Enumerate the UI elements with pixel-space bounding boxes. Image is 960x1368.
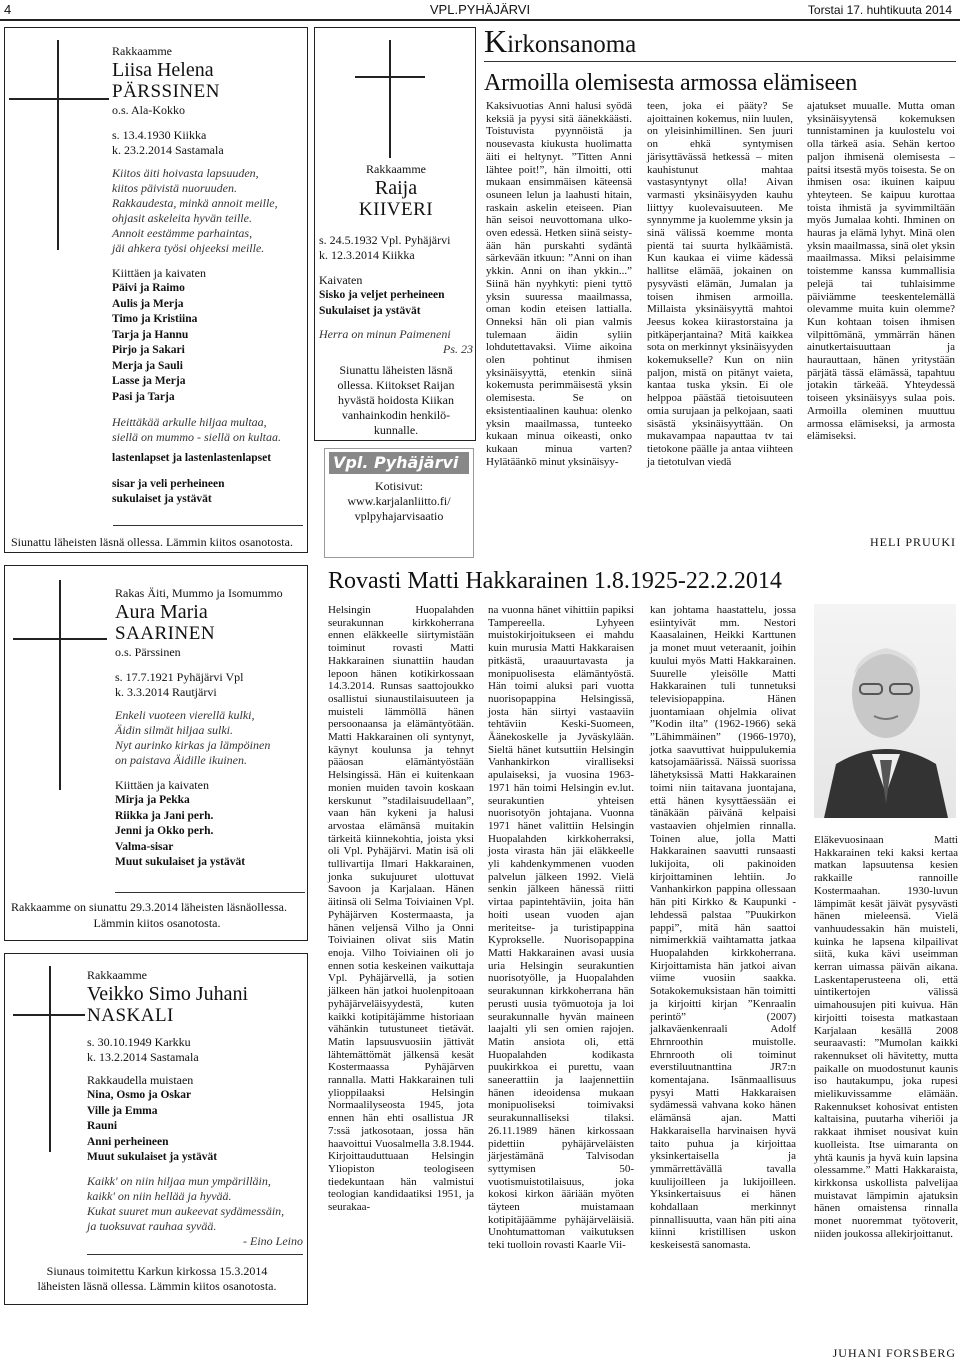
footer: Siunattu läheisten läsnä ollessa. Lämmin kiitos osanotosta. xyxy=(11,535,293,549)
intro: Rakkaamme xyxy=(112,44,172,58)
maiden-name: o.s. Ala-Kokko xyxy=(112,103,185,117)
text-column-1: Helsingin Huopalahden seurakunnan kirkkoherrana ennen eläkkeelle siirtymistään toiminut rovasti Matti Hakkarainen siunattiin haudan lepoon hänen kotikirkossaan 14.3.2014. Runsas saattojoukko osallistui siunaustilaisuuteen ja muisteli lämmöllä hänen persoonaansa ja elämäntyötään. Matti Hakkarainen oli syntynyt, käynyt koulunsa ja tehnyt pääosan elämäntyöstään Helsingissä. Hän ei kuitenkaan monien muiden tavoin koskaan kerskunut ”stadilaisuudellaan”, vaan hän kykeni ja halusi arvostaa elämänsä muitakin tärkeitä kiinnekohtia, joista yksi oli Vpl. Pyhäjärvi. Matin isä oli tullivartija Ilmari Hakkarainen, jonka sukujuuret ulottuvat Savoon ja Karjalaan. Hänen äitinsä oli Selma Toiviainen Vpl. Pyhäjärven Kostermaasta, ja hänen veljensä Vilho ja Onni Toiviainen olivat siis Matin enoja. Vilho Toiviainen oli jo ennen sotia keskeinen vaikuttaja Vpl. Pyhäjärvellä, ja sotien jälkeen hän jatkoi huolenpitoaan pyhäjärveläisyydestä, kuten kaikki kotipitäjämme historiaan vähänkin tutustuneet tietävät. Matin lapsuusvuosiin jättivät lähtemättömät jälkensä kesät Kostermaassa Pyhäjärven rannalla. Matti Hakkarainen tuli ylioppilaaksi Helsingin Normaalilyseosta 1945, jota ennen hän ehti osallistua JR 7:ssä jatkosotaan, jossa hän haavoittui Vuosalmella 3.8.1944. Kirjoittauduttuaan Helsingin Yliopiston teologiseen tiedekuntaan hän valmistui teologian kandidaatiksi 1951, ja seurakaa- xyxy=(328,604,474,1214)
verse-author: - Eino Leino xyxy=(243,1233,303,1248)
thanks-intro: Kaivaten xyxy=(319,273,363,287)
verse-ref: Ps. 23 xyxy=(443,342,473,356)
signature: HELI PRUUKI xyxy=(870,535,956,549)
text-column-2: na vuonna hänet vihittiin papiksi Tampereella. Lyhyeen muistokirjoitukseen ei mahdu kuin murusia Matti Hakkaraisen pitkästä, uraauurtavasta ja monipuolisesta elämäntyöstä. Hän toimi aluksi pari vuotta nuorisopappina Helsingissä, josta hän siirtyi vastaaviin tehtäviin Keski-Suomeen, Äänekoskelle ja Jyväskylään. Sieltä hänet kutsuttiin Helsingin Vanhankirkon viralliseksi apulaiseksi, ja vuosina 1963-1971 hän toimi Helsingin ev.lut. seurakuntien yhteisen nuorisotyön johtajana. Vuonna 1971 hänet valittiin Helsingin Huopalahden kirkkoherraksi, josta virasta hän jäi eläkkeelle yli kahdenkymmenen vuoden palvelun jälkeen 1992. Vielä senkin jälkeen hänessä riitti virtaa papintehtäviin, joita hän hoiti usean vuoden ajan meriteitse- ja turistipappina Kyprokselle. Nuorisopappina Matti Hakkarainen avasi uusia uria Helsingin seurakuntien nuorisotyölle, ja Huopalahden seurakunnan kirkkoherrana hän perusti uusia työmuotoja ja loi seurakunnalle hyvän maineen laajalti yli sen omien rajojen. Matin ansiota oli, että Huopalahden kodikasta puukirkkoa ei purettu, vaan saneerattiin ja laajennettiin hänen ideoidensa mukaan monipuoliseksi toimivaksi seurakunnalliseksi tilaksi. 26.11.1989 hänen kirkossaan pidettiin pyhäjärveläisten järjestämänä Talvisodan syttymisen 50-vuotismuistotilaisuus, joka kokosi kirkon ääriään myöten täyteen muistamaan kotipitäjäämme pyhäjärveläisiä. Unohtumattoman vaikutuksen teki tuolloin rovasti Kaarle Vii- xyxy=(488,604,634,1252)
church-column xyxy=(484,23,956,552)
issue-date: Torstai 17. huhtikuuta 2014 xyxy=(807,3,952,17)
birth-date: s. 24.5.1932 Vpl. Pyhäjärvi xyxy=(319,233,451,247)
death-date: k. 3.3.2014 Rautjärvi xyxy=(115,685,217,699)
thanks-intro: Kiittäen ja kaivaten xyxy=(112,266,206,280)
text-column-3: ajatukset muualle. Mutta oman yksinäisyytensä kokemuksen tunnistaminen ja kuulostelu voi olla tärkeä asia. Sehän kertoo paljon ihmisenä olemisesta – paitsi itsestä myös toisesta. Se on ihmisen osa: ikuinen kaipuu yhteyteen. Se kaipuu kurottaa toista ihmistä ja syvimmiltään myös Jumalaa kohti. Ihminen on hauras ja elämä lyhyt. Minä olen yksin maailmassa, sinä olet yksin maailmassa. Miksi pelaisimme toistemme kanssa kummallisia pelejä tai tuhlaisimme päiviämme teeskentelemällä olevamme muita kuin olemme? Kun kohtaan toisen ihmisen vilpittömänä, ymmärrän hänen ainutkertaisuuttaan ja haurauttaan, hänen yritystään pärjätä tässä elämässä, tapahtuu jotakin tärkeää. Yhteydessä toiseen yksinäisyys sulaa pois. Armoilla oleminen muuttuu armossa elämiseksi, ja armosta elämiseksi. xyxy=(807,100,955,443)
cross-icon xyxy=(13,580,107,790)
obituary-aura xyxy=(4,565,308,941)
memorial-hakkarainen xyxy=(328,566,958,1366)
footer-1: Rakkaamme on siunattu 29.3.2014 läheisten läsnäollessa. xyxy=(11,900,287,914)
photo-caption: Eläkevuosinaan Matti Hakkarainen teki kaksi kertaa matkan lapsuutensa kesien rakkaille rannoille Kostermaahan. 1930-luvun lämpimät kesät jäivät pysyvästi hänen mieleensä. Vielä vanhuudessakin hän muisteli, kuinka he lapsena kilpailivat siitä, kuka kävi useimman kerran uimassa päivän aikana. Laskentaperusteena oli, että uintikertojen välissä uimahousujen piti kuivua. Hän kirjoitti toisesta matkastaan Karjalaan kesällä 2008 seuraavasti: ”Mumolan kaikki rakennukset oli hävitetty, mutta paikalle on muodostunut kaunis iso hautakumpu, joka rupesi mielikuvissamme elämään. Rakennukset kohosivat entisten kaltaisina, puutarha viheriöi ja rakkaat ihmiset nousivat kuin kuolleista. Itse uimaranta on yhtä kaunis ja hyvä kuin lapsina olessamme.” Matti Hakkaraista, kirkkonsa uskollista palvelijaa muistavat lämpimin ajatuksin hänen omaistensa rinnalla monet nuoremmat työtoverit, niiden joukossa allekirjoittanut. xyxy=(814,834,958,1240)
homepage-label: Kotisivut: xyxy=(374,479,423,493)
verse: Enkeli vuoteen vierellä kulki, Äidin silmät hiljaa sulki. Nyt aurinko kirkas ja lämpöinen on paistava Äidille ikuinen. xyxy=(115,708,271,767)
section-title: Kirkonsanoma xyxy=(484,23,637,59)
first-name: Veikko Simo Juhani xyxy=(87,983,249,1005)
text-column-1: Kaksivuotias Anni halusi syödä keksiä ja pyysi sitä äänekkäästi. Toistuvista pyynnöistä ja nousevasta kiukusta huolimatta äiti ei heltynyt. ”Titten Anni lähtee poit!”, hän ilmoitti, otti mukaan ensimmäisen käteensä osuneen lelun ja laahusti hitain, raskain askelin eteiseen. Pian hän seisoi neuvottomana ulko-oven edessä. Hetken siinä seisty-ään hän purskahti sydäntä särkevään itkuun: ”Anni on ihan ykkin. Anni on ihan ykkin...” Siinä hän nyyhkyti: pieni tyttö yksin suuressa maailmassa, oman kodin eteisen lattialla. Onneksi hän oli pian valmis tulemaan äidin syliin lohdutettavaksi. Viime aikoina olen pohtinut ihmisen yksinäisyyttä, etenkin siinä kokemusta perimmäisestä yksin olemisesta. Se on eksistentiaalinen kauhua: olenko yksin maailmassa, tunteeko kukaan minua oikeasti, onko kukaan minua varten? Hylätäänkö minut yksinäisyy- xyxy=(486,100,632,468)
homepage-link[interactable]: www.karjalanliitto.fi/ vplpyhajarvisaatio xyxy=(347,494,451,523)
verse: Herra on minun Paimeneni xyxy=(319,327,451,341)
verse: Kaikk' on niin hiljaa mun ympärilläin, kaikk' on niin hellää ja hyvää. Kukat suuret mun aukeevat sydämessäin, ja tuoksuvat rauhaa syvää. xyxy=(87,1173,285,1233)
paper-name: VPL.PYHÄJÄRVI xyxy=(429,2,531,17)
birth-date: s. 13.4.1930 Kiikka xyxy=(112,128,207,142)
intro: Rakkaamme xyxy=(87,968,147,982)
footer: Siunattu läheisten läsnä ollessa. Kiitokset Raijan hyvästä hoidosta Kiikan vanhainkodin henkilö- kunnalle. xyxy=(337,363,455,437)
cross-icon xyxy=(355,40,425,158)
first-name: Raija xyxy=(374,177,418,199)
birth-date: s. 30.10.1949 Karkku xyxy=(87,1035,191,1049)
birth-date: s. 17.7.1921 Pyhäjärvi Vpl xyxy=(115,670,244,684)
obituary-liisa xyxy=(4,27,308,553)
paper-logo: Vpl. Pyhäjärvi xyxy=(329,452,469,474)
text-column-2: teen, joka ei pääty? Se ajoittainen kokemus, niin luulen, on yleisinhimillinen. Sen juuri on ehkä syntymisen järisyttävässä hetkessä – miten kauhistunut mahtaa vastasyntynyt olla! Aivan varmasti yksinäisyyden kauhu liittyy kuolevaisuuteen. Me synnymme ja kuolemme yksin ja sinä välissä koemme monta pientä tai suurta hylkäämistä. Kun kaukaa ei viime kädessä hallitse elämää, jokainen on pysyvästi elämän, Jumalan ja toisen ihmisen armoilla. Millaista yksinäisyyttä mahtoi Jeesus kokea kiirastorstaina ja pitkäperjantaina? Mitä kaikkea sota on merkinnyt yksinäisyyden kokemukselle? Kun on niin paljon, mistä on pitänyt vaieta, kantaa tuska yksin. Ei ole helppoa päästää tietoisuuteen omia surujaan ja pelkojaan, saati sisästä yksinäisyyttään. On mukavampaa napauttaa tv tai tietokone päälle ja antaa viihteen ja tietotulvan viedä xyxy=(647,100,793,468)
intro: Rakas Äiti, Mummo ja Isomummo xyxy=(115,586,283,600)
family-2: Sukulaiset ja ystävät xyxy=(319,304,421,317)
signature: JUHANI FORSBERG xyxy=(832,1346,956,1360)
cross-icon xyxy=(9,40,109,250)
last-name: NASKALI xyxy=(87,1005,174,1026)
grandchildren: lastenlapset ja lastenlastenlapset xyxy=(112,452,272,464)
headline: Armoilla olemisesta armossa elämiseen xyxy=(484,70,858,96)
cross-icon xyxy=(13,966,85,1152)
text-column-3: kan johtama haastattelu, jossa esiintyivät mm. Nestori Kaasalainen, Heikki Karttunen ja monet muut veteraanit, joihin kuului myös Matti Hakkarainen. Suurelle yleisölle Matti Hakkarainen tuli tunnetuksi televisiopappina. Hänen juontamiaan ohjelmia olivat ”Kodin ilta” (1962-1966) sekä ”Lähimmäinen” (1966-1970), jotka saavuttivat huippulukemia katsojamäärissä. Näissä suorissa lähetyksissä Matti Hakkarainen toimi niin taitavana juontajana, että hänen kysyttäessään ei tänäkään päivänä kelpaisi vastaavien ohjelmien rinnalla. Toinen alue, jolla Matti Hakkarainen saavutti runsaasti lukijoita, oli pakinoiden kirjoittaminen lehtiin. Jo Vanhankirkon pappina ollessaan hän piti Kirkko & Kaupunki -lehdessä palstaa ”Puukirkon pappi”, mitä hän saattoi nimimerkkiä vaihtamatta jatkaa Huopalahden kirkkoherrana. Kirjoittamista hän jatkoi aivan viime vuosiin saakka. Sotakokemuksistaan hän toimitti ja kirjoitti kirjan ”Kenraalin perintö” (2007) jalkaväenkenraali Adolf Ehrnroothin muistolle. Ehrnrooth oli toiminut everstiluutnanttina JR7:n komentajana. Isänmaallisuus pysyi Matti Hakkaraisen sydämessä vahvana koko hänen elämänsä ajan. Matti Hakkaraisella harvinaisen hyvä taito puhua ja kirjoittaa yksinkertaisella ja ymmärrettävällä tavalla kuulijoilleen ja lukijoilleen. Yksinkertaisuus ei hänen kohdallaan merkinnyt pinnallisuutta, vaan hän piti aina kiinni kristillisen uskon keskeisestä sanomasta. xyxy=(650,604,796,1252)
death-date: k. 12.3.2014 Kiikka xyxy=(319,248,415,262)
family-list: Nina, Osmo ja Oskar Ville ja Emma Rauni Anni perheineen Muut sukulaiset ja ystävät xyxy=(87,1089,218,1163)
first-name: Liisa Helena xyxy=(112,59,214,81)
last-name: SAARINEN xyxy=(115,623,216,644)
intro: Rakkaamme xyxy=(366,162,426,176)
promo-box xyxy=(324,448,474,558)
portrait-photo xyxy=(814,604,956,818)
last-name: KIIVERI xyxy=(358,199,434,220)
maiden-name: o.s. Pärssinen xyxy=(115,645,181,659)
page-header xyxy=(0,0,960,20)
family-1: Sisko ja veljet perheineen xyxy=(319,289,445,301)
family-list: Päivi ja Raimo Aulis ja Merja Timo ja Kristiina Tarja ja Hannu Pirjo ja Sakari Merja ja Sauli Lasse ja Merja Pasi ja Tarja xyxy=(112,282,198,403)
obituary-veikko xyxy=(4,953,308,1305)
obituary-raija xyxy=(314,27,476,441)
relatives-1: sisar ja veli perheineen xyxy=(112,477,225,490)
headline: Rovasti Matti Hakkarainen 1.8.1925-22.2.2014 xyxy=(328,568,782,594)
header-rule xyxy=(0,19,960,21)
family-list: Mirja ja Pekka Riikka ja Jani perh. Jenni ja Okko perh. Valma-sisar Muut sukulaiset ja ystävät xyxy=(115,794,246,868)
verse: Kiitos äiti hoivasta lapsuuden, kiitos päivistä nuoruuden. Rakkaudesta, minkä annoit meille, ohjasit askeleita hyvän teille. Annoit eestämme parhaintas, jäi ahkera työsi ohjeeksi meille. xyxy=(112,166,278,255)
verse-2: Heittäkää arkulle hiljaa multaa, siellä on mummo - siellä on kultaa. xyxy=(112,415,281,444)
death-date: k. 23.2.2014 Sastamala xyxy=(112,143,224,157)
thanks-intro: Kiittäen ja kaivaten xyxy=(115,778,209,792)
relatives-2: sukulaiset ja ystävät xyxy=(112,493,212,505)
footer-2: Lämmin kiitos osanotosta. xyxy=(93,916,221,930)
thanks-intro: Rakkaudella muistaen xyxy=(87,1073,194,1087)
footer: Siunaus toimitettu Karkun kirkossa 15.3.2014 läheisten läsnä ollessa. Lämmin kiitos osanotosta. xyxy=(37,1264,277,1293)
last-name: PÄRSSINEN xyxy=(112,81,220,102)
death-date: k. 13.2.2014 Sastamala xyxy=(87,1050,199,1064)
page-number: 4 xyxy=(4,2,12,17)
first-name: Aura Maria xyxy=(115,601,208,623)
